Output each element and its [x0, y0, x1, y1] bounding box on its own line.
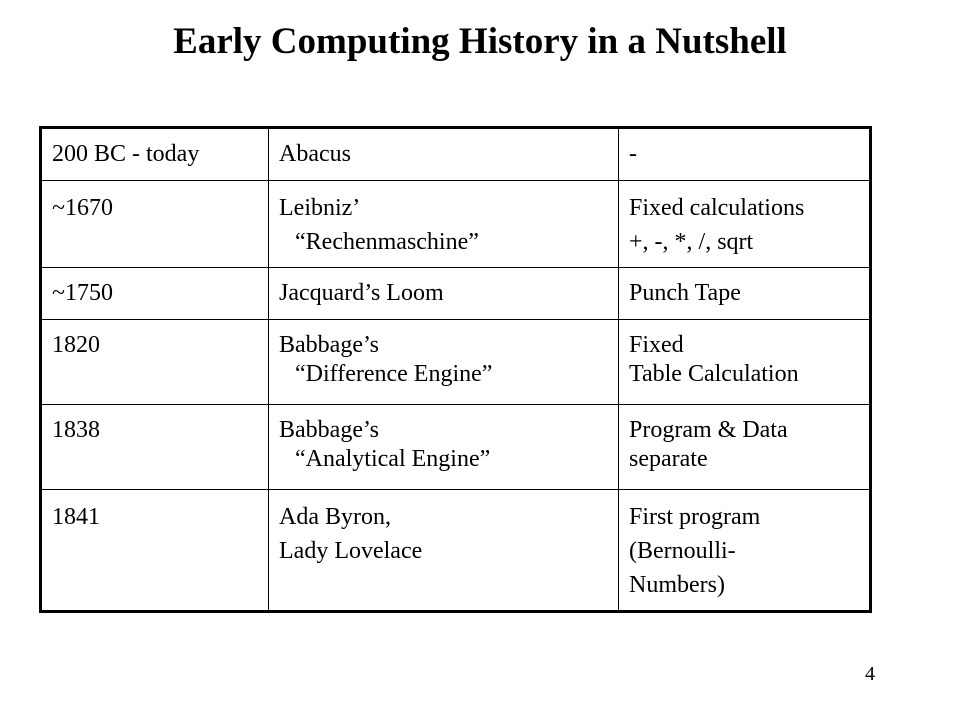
year-cell: 200 BC - today	[41, 128, 269, 181]
note-cell: Program & Data separate	[619, 405, 871, 490]
page-number: 4	[865, 663, 875, 685]
table-row	[41, 181, 871, 268]
note-cell: Fixed calculations +, -, *, /, sqrt	[619, 181, 871, 268]
table-row	[41, 128, 871, 181]
year-cell: ~1670	[41, 181, 269, 268]
table-row	[41, 405, 871, 490]
year-cell: 1838	[41, 405, 269, 490]
year-cell: ~1750	[41, 268, 269, 320]
device-cell: Babbage’s “Difference Engine”	[269, 320, 619, 405]
table-row	[41, 490, 871, 612]
device-cell: Leibniz’ “Rechenmaschine”	[269, 181, 619, 268]
device-cell: Babbage’s “Analytical Engine”	[269, 405, 619, 490]
device-cell: Abacus	[269, 128, 619, 181]
slide-title: Early Computing History in a Nutshell	[173, 21, 787, 62]
year-cell: 1820	[41, 320, 269, 405]
year-cell: 1841	[41, 490, 269, 612]
history-table	[39, 126, 872, 613]
table-row	[41, 320, 871, 405]
device-cell: Jacquard’s Loom	[269, 268, 619, 320]
note-cell: Punch Tape	[619, 268, 871, 320]
note-cell: Fixed Table Calculation	[619, 320, 871, 405]
note-cell: -	[619, 128, 871, 181]
table-row	[41, 268, 871, 320]
note-cell: First program (Bernoulli- Numbers)	[619, 490, 871, 612]
device-cell: Ada Byron, Lady Lovelace	[269, 490, 619, 612]
